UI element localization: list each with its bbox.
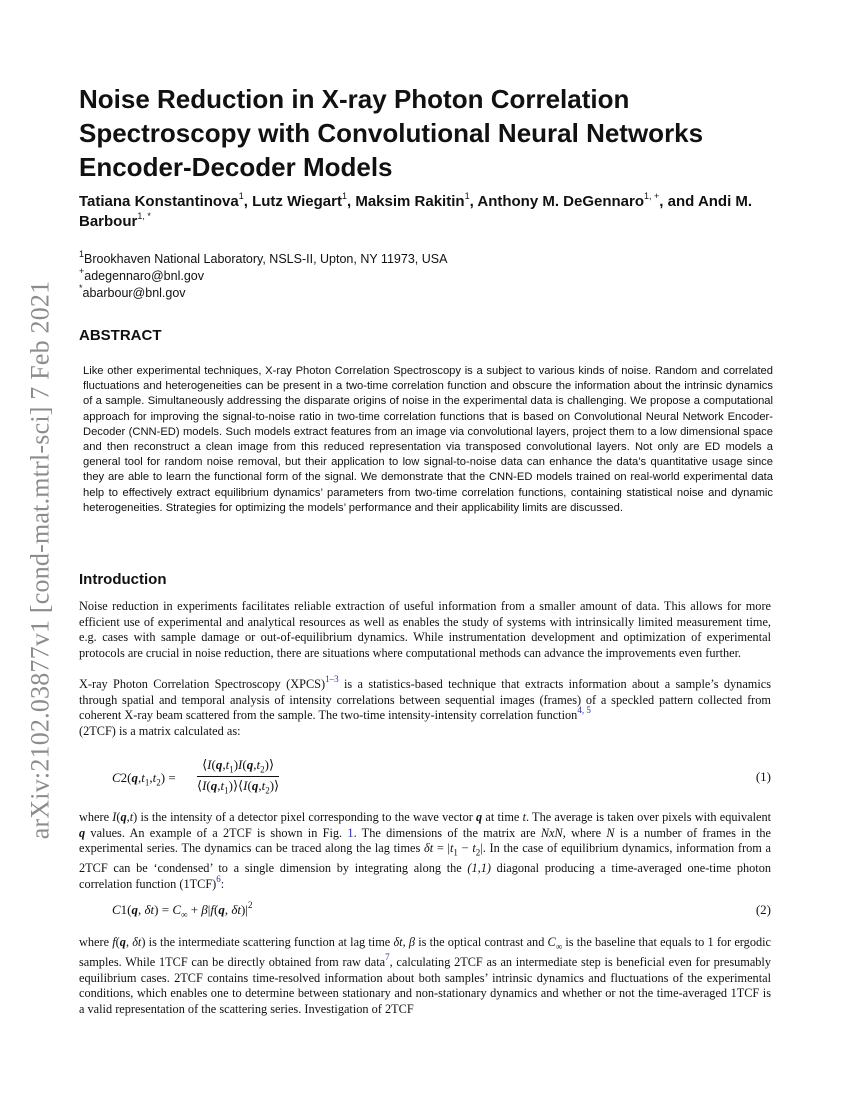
author-affiliation-mark: 1, +: [644, 191, 660, 201]
citation-link[interactable]: 4, 5: [577, 705, 591, 716]
abstract-body: Like other experimental techniques, X-ray Photon Correlation Spectroscopy is a subject to various kinds of noise. Random and correlated fluctuations and heterogeneities can be present in a two-time correlation function and obscure the information about the intrinsic dynamics of a sample. Simultaneously addressing the disparate origins of noise in the experimental data is challenging. We propose a computational approach for improving the signal-to-noise ratio in two-time correlation functions that is based on Convolutional Neural Network Encoder-Decoder (CNN-ED) models. Such models extract features from an image via convolutional layers, project them to a low dimensional space and then reconstruct a clean image from this reduced representation via transposed convolutional layers. Not only are ED models a general tool for random noise removal, but their application to low signal-to-noise data can enhance the data’s quantitative usage since they are able to learn the functional form of the signal. We demonstrate that the CNN-ED models trained on real-world experimental data help to effectively extract equilibrium dynamics’ parameters from two-time correlation functions, containing statistical noise and dynamic heterogeneities. Strategies for optimizing the models’ performance and their applicability limits are discussed.: [83, 365, 773, 514]
figure-reference-link[interactable]: 1: [347, 825, 354, 840]
email-address: abarbour@bnl.gov: [82, 286, 186, 300]
author-affiliation-mark: 1: [464, 191, 470, 201]
citation-link[interactable]: 7: [385, 951, 390, 962]
citation-link[interactable]: 1–3: [325, 673, 339, 684]
intro-paragraph-1: Noise reduction in experiments facilitates reliable extraction of useful information from a smaller amount of data. This allows for more efficient use of experimental and analytical resources as well as enables the study of systems with intrinsically limited measurement time, e.g. cases with sample damage or out-of-equilibrium dynamics. While instrumentation development and optimization of experimental protocols are crucial in noise reduction, there are situations where computational methods can advance the improvements even further.: [79, 599, 771, 660]
equation-1: [79, 757, 771, 800]
email-line: [79, 282, 679, 302]
text-run: . In the case of equilibrium dynamics, information from a 2TCF can be ‘condensed’ to a single dimension by integrating along the: [79, 841, 771, 876]
text-run: is a statistics-based technique that extracts information about a sample’s dynamics through spatial and temporal analysis of intensity correlations between sequential images (frames) of a speckled pattern collected from coherent X-ray beam scattered from the sample. The two-time intensity-intensity correlation function: [79, 677, 771, 723]
author-affiliation-mark: 1, *: [137, 211, 151, 221]
text-run: X-ray Photon Correlation Spectroscopy (XPCS): [79, 677, 326, 691]
text-run: , where: [562, 825, 607, 840]
text-run: where: [79, 935, 113, 949]
equation-1-fraction: $\frac{⟨I(q,t_1)I(q,t_2)⟩}{⟨I(q,t_1)⟩⟨I(q,t_2)⟩}$: [197, 757, 280, 796]
author-name: Lutz Wiegart: [252, 193, 342, 210]
arxiv-sidebar-identifier: [20, 250, 60, 870]
author-separator: ,: [469, 193, 478, 210]
equation-1-lhs: $C2(q,t_1,t_2)$ =: [112, 770, 176, 788]
abstract-heading: ABSTRACT: [79, 327, 162, 344]
citation-link[interactable]: 6: [216, 873, 221, 884]
text-run: (2TCF) is a matrix calculated as:: [79, 723, 241, 738]
author-name: Anthony M. DeGennaro: [477, 193, 645, 210]
affiliation-institution: Brookhaven National Laboratory, NSLS-II, Upton, NY 11973, USA: [84, 252, 448, 266]
intro-paragraph-4: where f(q, δt) is the intermediate scattering function at lag time δt, β is the optical contrast and $C_\infty$ is the baseline that equals to 1 for ergodic samples. While 1TCF can be directly obtained from raw data$^7$, calculating 2TCF as an intermediate step is beneficial even for presumably equilibrium cases. 2TCF contains time-resolved information about both samples’ intrinsic dynamics and fluctuations of the experimental conditions, which enables one to determine between stationary and non-stationary dynamics and whether or not the time-averaged 1TCF is a valid representation of the scattering series. Investigation of 2TCF: [79, 935, 771, 1016]
text-run: diagonal producing a time-averaged one-time photon correlation function (1TCF): [79, 861, 771, 891]
author-name: Andi M. Barbour: [79, 193, 753, 230]
text-run: (1,1): [467, 861, 491, 876]
text-run: is a number of frames in the experimental series. The dynamics can be traced along the lag times: [79, 825, 772, 856]
text-run: is the intermediate scattering function at lag time: [145, 935, 394, 949]
author-separator: , and: [659, 193, 695, 210]
author-name: Maksim Rakitin: [355, 193, 465, 210]
arxiv-id-text: arXiv:2102.03877v1 [cond-mat.mtrl-sci] 7 Feb 2021: [25, 280, 54, 840]
email-address: adegennaro@bnl.gov: [84, 269, 204, 283]
author-separator: ,: [347, 193, 356, 210]
affiliation-line: [79, 248, 679, 268]
text-run: at time: [482, 810, 523, 824]
email-line: [79, 265, 679, 285]
introduction-heading: Introduction: [79, 571, 167, 588]
author-separator: ,: [243, 193, 253, 210]
text-run: values. An example of a 2TCF is shown in Fig.: [85, 825, 348, 840]
affiliation-mark: 1: [79, 248, 85, 259]
text-run: :: [220, 876, 225, 891]
author-affiliation-mark: 1: [341, 191, 347, 201]
author-list: [79, 192, 779, 232]
text-run: . The average is taken over pixels with equivalent: [526, 810, 772, 824]
paper-title: Noise Reduction in X-ray Photon Correlation Spectroscopy with Convolutional Neural Networks Encoder-Decoder Models: [79, 84, 704, 182]
text-run: is the baseline that equals to 1 for ergodic samples. While 1TCF can be directly obtained from raw data: [79, 935, 771, 970]
text-run: , calculating 2TCF as an intermediate step is beneficial even for presumably equilibrium cases. 2TCF contains time-resolved information about both samples’ intrinsic dynamics and fluctuations of the experimental conditions, which enables one to determine between stationary and non-stationary dynamics and whether or not the time-averaged 1TCF is a valid representation of the scattering series. Investigation of 2TCF: [79, 955, 771, 1016]
equation-number: (2): [755, 902, 771, 917]
email-mark: +: [79, 265, 85, 276]
equation-2-body: C1(q, $\delta t) = C_\infty + \beta|f(q$, $\delta t)|^2$: [112, 899, 253, 920]
text-run: . The dimensions of the matrix are: [353, 825, 541, 840]
text-run: is the intensity of a detector pixel corresponding to the wave vector: [137, 810, 477, 824]
text-run: is the optical contrast and: [415, 935, 548, 949]
email-mark: *: [79, 282, 83, 293]
affiliations: [79, 248, 679, 302]
text-run: where: [79, 810, 113, 824]
intro-paragraph-3: where I(q,t) is the intensity of a detector pixel corresponding to the wave vector q at time t. The average is taken over pixels with equivalent q values. An example of a 2TCF is shown in Fig. 1. The dimensions of the matrix are NxN, where N is a number of frames in the experimental series. The dynamics can be traced along the lag times $\delta t = |t_1 - t_2|$. In the case of equilibrium dynamics, information from a 2TCF can be ‘condensed’ to a single dimension by integrating along the (1,1) diagonal producing a time-averaged one-time photon correlation function (1TCF)$^6$:: [79, 810, 772, 891]
intro-paragraph-2: [79, 673, 771, 739]
author-affiliation-mark: 1: [238, 191, 244, 201]
author-name: Tatiana Konstantinova: [79, 193, 239, 210]
equation-2: [79, 900, 771, 940]
equation-number: (1): [755, 769, 771, 784]
